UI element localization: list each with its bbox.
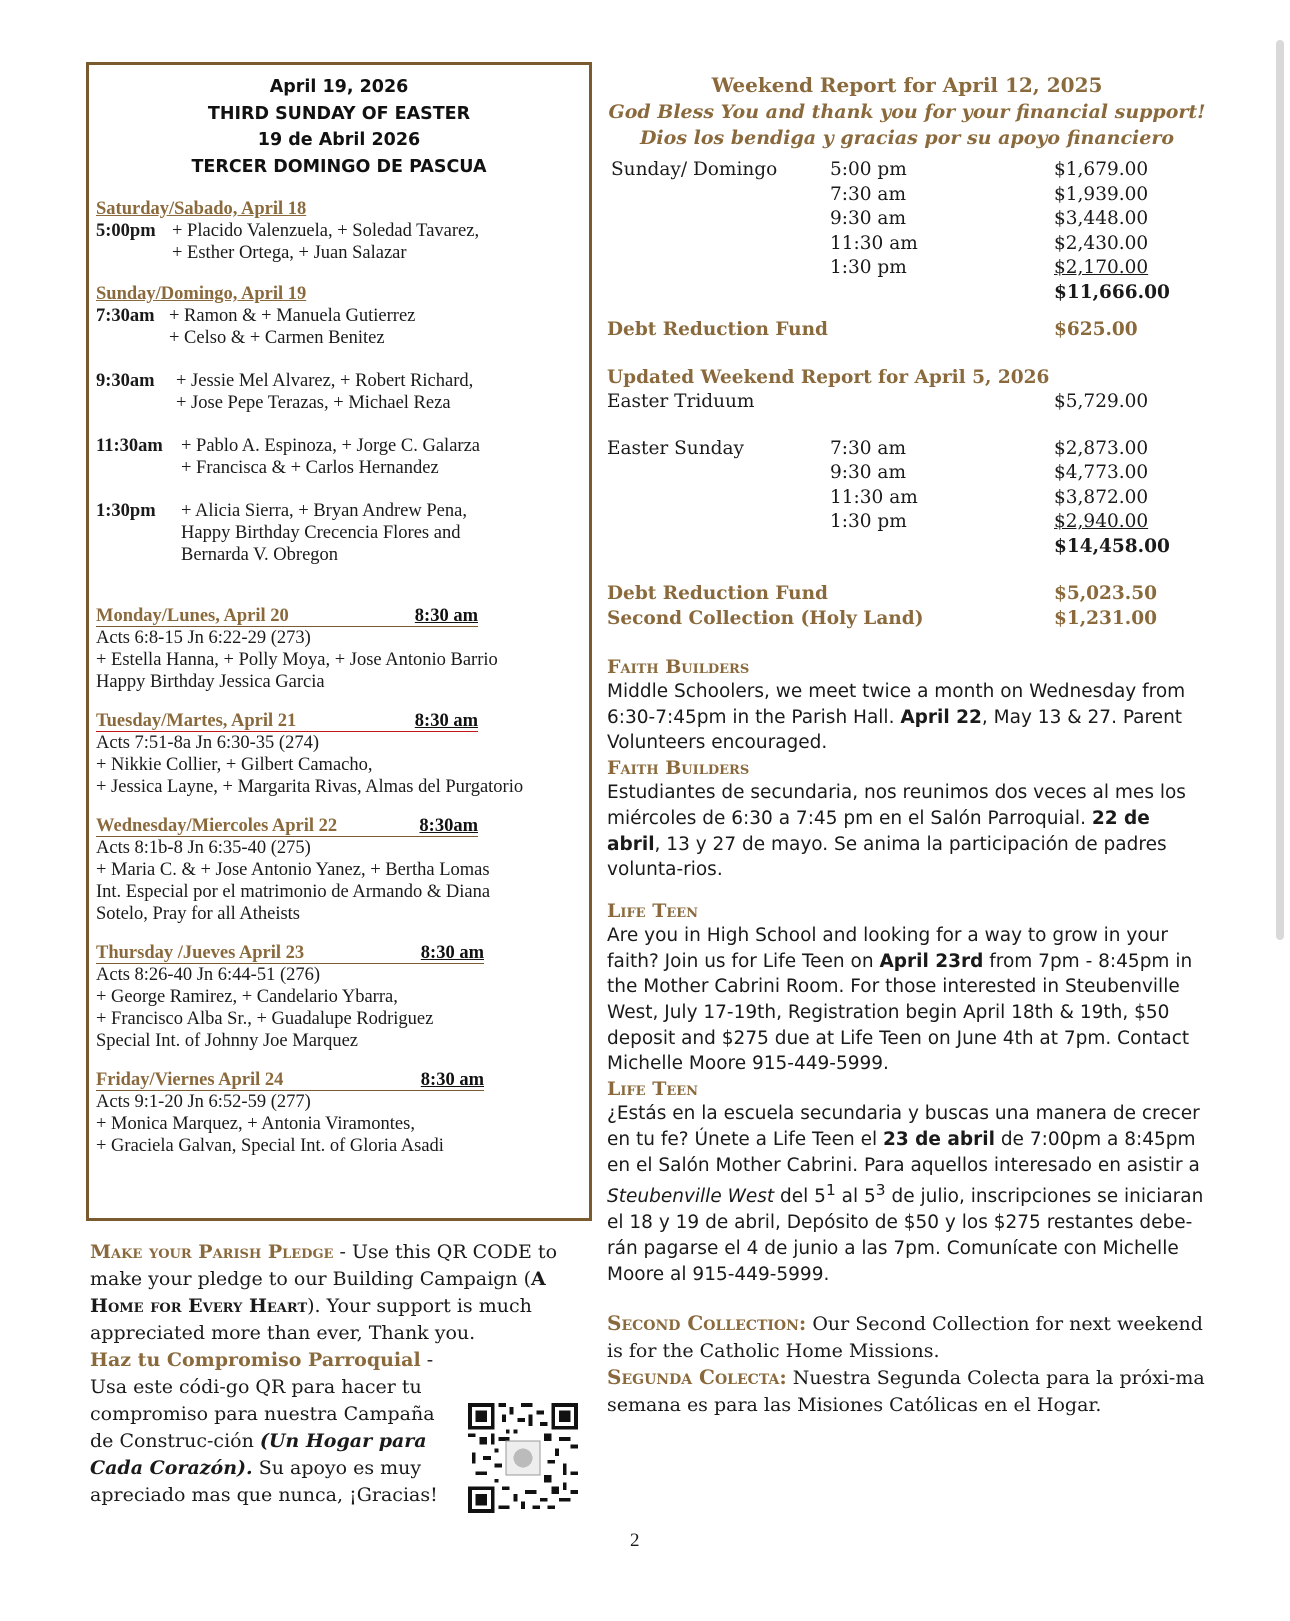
second-collection (607, 1311, 1207, 1419)
intention-line: + Celso & + Carmen Benitez (169, 328, 385, 348)
row-time: 1:30 pm (830, 257, 907, 278)
readings-line: Acts 8:1b-8 Jn 6:35-40 (275) (96, 838, 311, 858)
section-text: Nuestra Segunda Colecta para la próxi-ma semana es para las Misiones Católicas en el Hogar. (607, 1367, 1205, 1417)
section-text: Estudiantes de secundaria, nos reunimos dos veces al mes los miércoles de 6:30 a 7:45 pm en el Salón Parroquial. (607, 782, 1186, 829)
day-heading (96, 606, 478, 627)
row-label: Sunday/ Domingo (611, 159, 778, 180)
intention-line: + Francisco Alba Sr., + Guadalupe Rodriguez (96, 1009, 434, 1029)
report-row (607, 461, 1207, 486)
row-label: Easter Triduum (607, 391, 755, 412)
day-saturday (96, 198, 589, 264)
report-row (607, 437, 1207, 462)
report-row (607, 390, 1207, 415)
row-time: 7:30 am (830, 437, 906, 459)
intention-line: Bernarda V. Obregon (181, 545, 339, 565)
day-heading-label: Monday/Lunes, April 20 (96, 606, 289, 626)
page-scrollbar[interactable] (1276, 40, 1284, 940)
day-heading-label: Wednesday/Miercoles April 22 (96, 816, 338, 836)
report-row (607, 158, 1207, 183)
faith-builders-es (607, 756, 1207, 883)
second-collection-title-en: Second Collection: (607, 1311, 807, 1336)
second-collection-label: Second Collection (Holy Land) (607, 607, 924, 629)
debt-row (607, 318, 1207, 343)
mass-slot (96, 305, 589, 349)
mass-time: 1:30pm (96, 501, 156, 521)
intention-line: Happy Birthday Jessica Garcia (96, 672, 325, 692)
weekend-report-table (607, 158, 1207, 343)
section-text: Are you in High School and looking for a way to grow in your faith? Join us for Life Teen on (607, 924, 1168, 972)
intention-line: + Maria C. & + Jose Antonio Yanez, + Bertha Lomas (96, 860, 490, 880)
section-title: Faith Builders (607, 656, 750, 678)
mass-names (169, 305, 589, 349)
report-row (607, 510, 1207, 535)
readings-line: Acts 7:51-8a Jn 6:30-35 (274) (96, 733, 319, 753)
header-date-es: 19 de Abril 2026 (257, 130, 421, 150)
intentions-list (89, 198, 589, 1157)
section-highlight: 23 de abril (882, 1128, 995, 1150)
pledge-text: - Use this QR CODE to make your pledge to our Building Campaign ( (90, 1241, 558, 1290)
section-highlight: 22 de abril (607, 807, 1150, 855)
pledge-text: ). Your support is much appreciated more than ever, Thank you. (90, 1295, 532, 1344)
section-text: from 7pm - 8:45pm in the Mother Cabrini Room. For those interested in Steubenville West, July 17-19th, Registration begin April 18th & 19th, $50 deposit and $275 due at Life Teen on June 4th at 7pm. Contact Michelle Moore 915-449-5999. (607, 950, 1193, 1075)
day-thursday (96, 943, 589, 1052)
intention-line: + George Ramirez, + Candelario Ybarra, (96, 987, 398, 1007)
section-text: de julio, inscripciones se iniciaran el 18 y 19 de abril, Depósito de $50 y los $275 restantes debe-rán pagarse el 4 de junio a las 7pm. Comunícate con Michelle Moore al 915-449-5999. (607, 1186, 1204, 1285)
row-amount: $1,679.00 (1054, 159, 1149, 180)
section-text: del 5 (774, 1186, 826, 1208)
day-heading-time: 8:30 am (414, 606, 478, 626)
pledge-title-es: Haz tu Compromiso Parroquial (90, 1349, 421, 1371)
day-heading-label: Tuesday/Martes, April 21 (96, 711, 297, 731)
day-monday (96, 606, 589, 693)
campaign-name: (Un Hogar para Cada Corazón). (90, 1430, 427, 1479)
intention-line: + Francisca & + Carlos Hernandez (181, 458, 439, 478)
row-amount: $2,430.00 (1054, 232, 1149, 254)
debt-label: Debt Reduction Fund (607, 583, 828, 604)
row-time: 9:30 am (830, 208, 906, 229)
pledge-spanish (90, 1347, 462, 1509)
day-heading: Saturday/Sabado, April 18 (96, 199, 307, 219)
debt-amount: $5,023.50 (1054, 583, 1157, 604)
mass-slot (96, 435, 589, 479)
report-total: $14,458.00 (1054, 535, 1170, 557)
day-friday (96, 1070, 589, 1157)
life-teen-es (607, 1077, 1207, 1287)
row-amount: $4,773.00 (1054, 462, 1149, 483)
second-collection-row (607, 607, 1207, 632)
intention-line: + Jessica Layne, + Margarita Rivas, Almas del Purgatorio (96, 777, 524, 797)
row-amount: $2,873.00 (1054, 437, 1149, 459)
section-text: , 13 y 27 de mayo. Se anima la participación de padres volunta-rios. (607, 833, 1167, 881)
header-sunday-en: THIRD SUNDAY OF EASTER (207, 103, 471, 124)
day-heading (96, 1070, 484, 1091)
debt-label: Debt Reduction Fund (607, 319, 828, 340)
intention-line: + Jessie Mel Alvarez, + Robert Richard, (176, 371, 474, 391)
superscript: 1 (825, 1181, 836, 1200)
report-total-row (607, 535, 1207, 560)
intention-line: + Alicia Sierra, + Bryan Andrew Pena, (181, 501, 467, 521)
section-text: de 7:00pm a 8:45pm en el Salón Mother Cabrini. Para aquellos interesado en asistir a (607, 1128, 1200, 1176)
row-time: 9:30 am (830, 462, 906, 483)
thanks-spanish: Dios los bendiga y gracias por su apoyo financiero (639, 127, 1175, 149)
day-heading-label: Friday/Viernes April 24 (96, 1070, 284, 1090)
report-row (607, 183, 1207, 208)
section-highlight: April 23rd (879, 950, 984, 972)
section-text: Our Second Collection for next weekend is for the Catholic Home Missions. (607, 1313, 1203, 1363)
report-row (607, 207, 1207, 232)
intention-line: + Ramon & + Manuela Gutierrez (169, 306, 416, 326)
report-row (607, 486, 1207, 511)
row-time: 5:00 pm (830, 159, 907, 180)
second-collection-amount: $1,231.00 (1054, 607, 1157, 629)
intention-line: Int. Especial por el matrimonio de Armando & Diana (96, 882, 491, 902)
pledge-text: - Usa este códi-go QR para hacer tu compromiso para nuestra Campaña de Construc-ción (90, 1349, 435, 1452)
day-tuesday (96, 711, 589, 798)
row-time: 11:30 am (830, 486, 918, 508)
mass-intentions-box (86, 62, 592, 1221)
mass-time: 7:30am (96, 306, 155, 326)
intention-line: + Graciela Galvan, Special Int. of Gloria Asadi (96, 1136, 444, 1156)
intention-line: Special Int. of Johnny Joe Marquez (96, 1031, 359, 1051)
intention-line: + Nikkie Collier, + Gilbert Camacho, (96, 755, 373, 775)
intention-line: + Pablo A. Espinoza, + Jorge C. Galarza (181, 436, 480, 456)
mass-names (181, 500, 589, 566)
report-total-row (607, 281, 1207, 306)
intention-line: Sotelo, Pray for all Atheists (96, 904, 300, 924)
row-time: 11:30 am (830, 232, 918, 254)
intention-line: Happy Birthday Crecencia Flores and (181, 523, 461, 543)
day-heading: Sunday/Domingo, April 19 (96, 284, 307, 304)
header-date-en: April 19, 2026 (269, 77, 409, 97)
readings-line: Acts 9:1-20 Jn 6:52-59 (277) (96, 1092, 311, 1112)
mass-slot (96, 500, 589, 566)
section-text: al 5 (835, 1186, 876, 1208)
day-heading-time: 8:30 am (414, 711, 478, 731)
day-sunday (96, 283, 589, 566)
section-text: Middle Schoolers, we meet twice a month on Wednesday from 6:30-7:45pm in the Parish Hall. (607, 681, 1186, 728)
row-label: Easter Sunday (607, 437, 744, 459)
readings-line: Acts 8:26-40 Jn 6:44-51 (276) (96, 965, 321, 985)
mass-names (181, 435, 589, 479)
day-heading-time: 8:30am (419, 816, 478, 836)
intention-line: + Placido Valenzuela, + Soledad Tavarez, (172, 221, 480, 241)
row-time: 7:30 am (830, 183, 906, 205)
section-title: Faith Builders (607, 757, 750, 780)
row-amount: $5,729.00 (1054, 391, 1149, 412)
row-amount: $3,448.00 (1054, 208, 1149, 229)
day-heading-time: 8:30 am (420, 1070, 484, 1090)
row-time: 1:30 pm (830, 511, 907, 532)
faith-builders-en (607, 655, 1207, 756)
section-title: Life Teen (607, 899, 699, 922)
day-heading (96, 711, 478, 732)
row-amount: $2,170.00 (1054, 257, 1149, 278)
day-heading-time: 8:30 am (420, 943, 484, 963)
weekend-report-title: Weekend Report for April 12, 2025 (711, 73, 1103, 97)
pledge-qr-code[interactable] (468, 1403, 578, 1513)
pledge-text: Su apoyo es muy apreciado mas que nunca, ¡Gracias! (90, 1457, 438, 1506)
pledge-english (90, 1239, 590, 1347)
mass-time: 9:30am (96, 371, 155, 391)
campaign-name: A Home for Every Heart (90, 1268, 546, 1317)
intention-line: + Jose Pepe Terazas, + Michael Reza (176, 393, 451, 413)
mass-time: 11:30am (96, 436, 163, 456)
section-highlight: April 22 (900, 706, 982, 728)
section-text: , May 13 & 27. Parent Volunteers encouraged. (607, 706, 1183, 754)
report-row (607, 232, 1207, 257)
day-heading (96, 816, 478, 837)
event-name: Steubenville West (607, 1186, 775, 1208)
updated-report-title: Updated Weekend Report for April 5, 2026 (607, 366, 1050, 388)
life-teen-en (607, 899, 1207, 1077)
report-row (607, 256, 1207, 281)
intention-line: + Esther Ortega, + Juan Salazar (172, 243, 407, 263)
day-wednesday (96, 816, 589, 925)
intention-line: + Monica Marquez, + Antonia Viramontes, (96, 1114, 415, 1134)
debt-row (607, 582, 1207, 607)
mass-names (172, 220, 589, 264)
pledge-title-en: Make your Parish Pledge (90, 1241, 334, 1263)
mass-slot (96, 220, 589, 264)
right-column (607, 72, 1207, 1419)
thanks-english: God Bless You and thank you for your financial support! (608, 101, 1206, 123)
intention-line: + Estella Hanna, + Polly Moya, + Jose Antonio Barrio (96, 650, 498, 670)
superscript: 3 (875, 1181, 886, 1200)
header-sunday-es: TERCER DOMINGO DE PASCUA (191, 156, 487, 177)
mass-header (89, 74, 589, 180)
page-number: 2 (630, 1530, 640, 1551)
mass-names (176, 370, 589, 414)
report-total: $11,666.00 (1054, 281, 1170, 303)
row-amount: $2,940.00 (1054, 511, 1149, 532)
updated-report-table (607, 366, 1207, 632)
debt-amount: $625.00 (1054, 319, 1138, 340)
second-collection-title-es: Segunda Colecta: (607, 1365, 787, 1390)
day-heading (96, 943, 484, 964)
section-title: Life Teen (607, 1078, 699, 1101)
mass-slot (96, 370, 589, 414)
row-amount: $3,872.00 (1054, 486, 1149, 508)
row-amount: $1,939.00 (1054, 183, 1149, 205)
day-heading-label: Thursday /Jueves April 23 (96, 943, 305, 963)
mass-time: 5:00pm (96, 221, 156, 241)
section-text: ¿Estás en la escuela secundaria y buscas una manera de crecer en tu fe? Únete a Life Teen el (607, 1103, 1200, 1150)
readings-line: Acts 6:8-15 Jn 6:22-29 (273) (96, 628, 311, 648)
